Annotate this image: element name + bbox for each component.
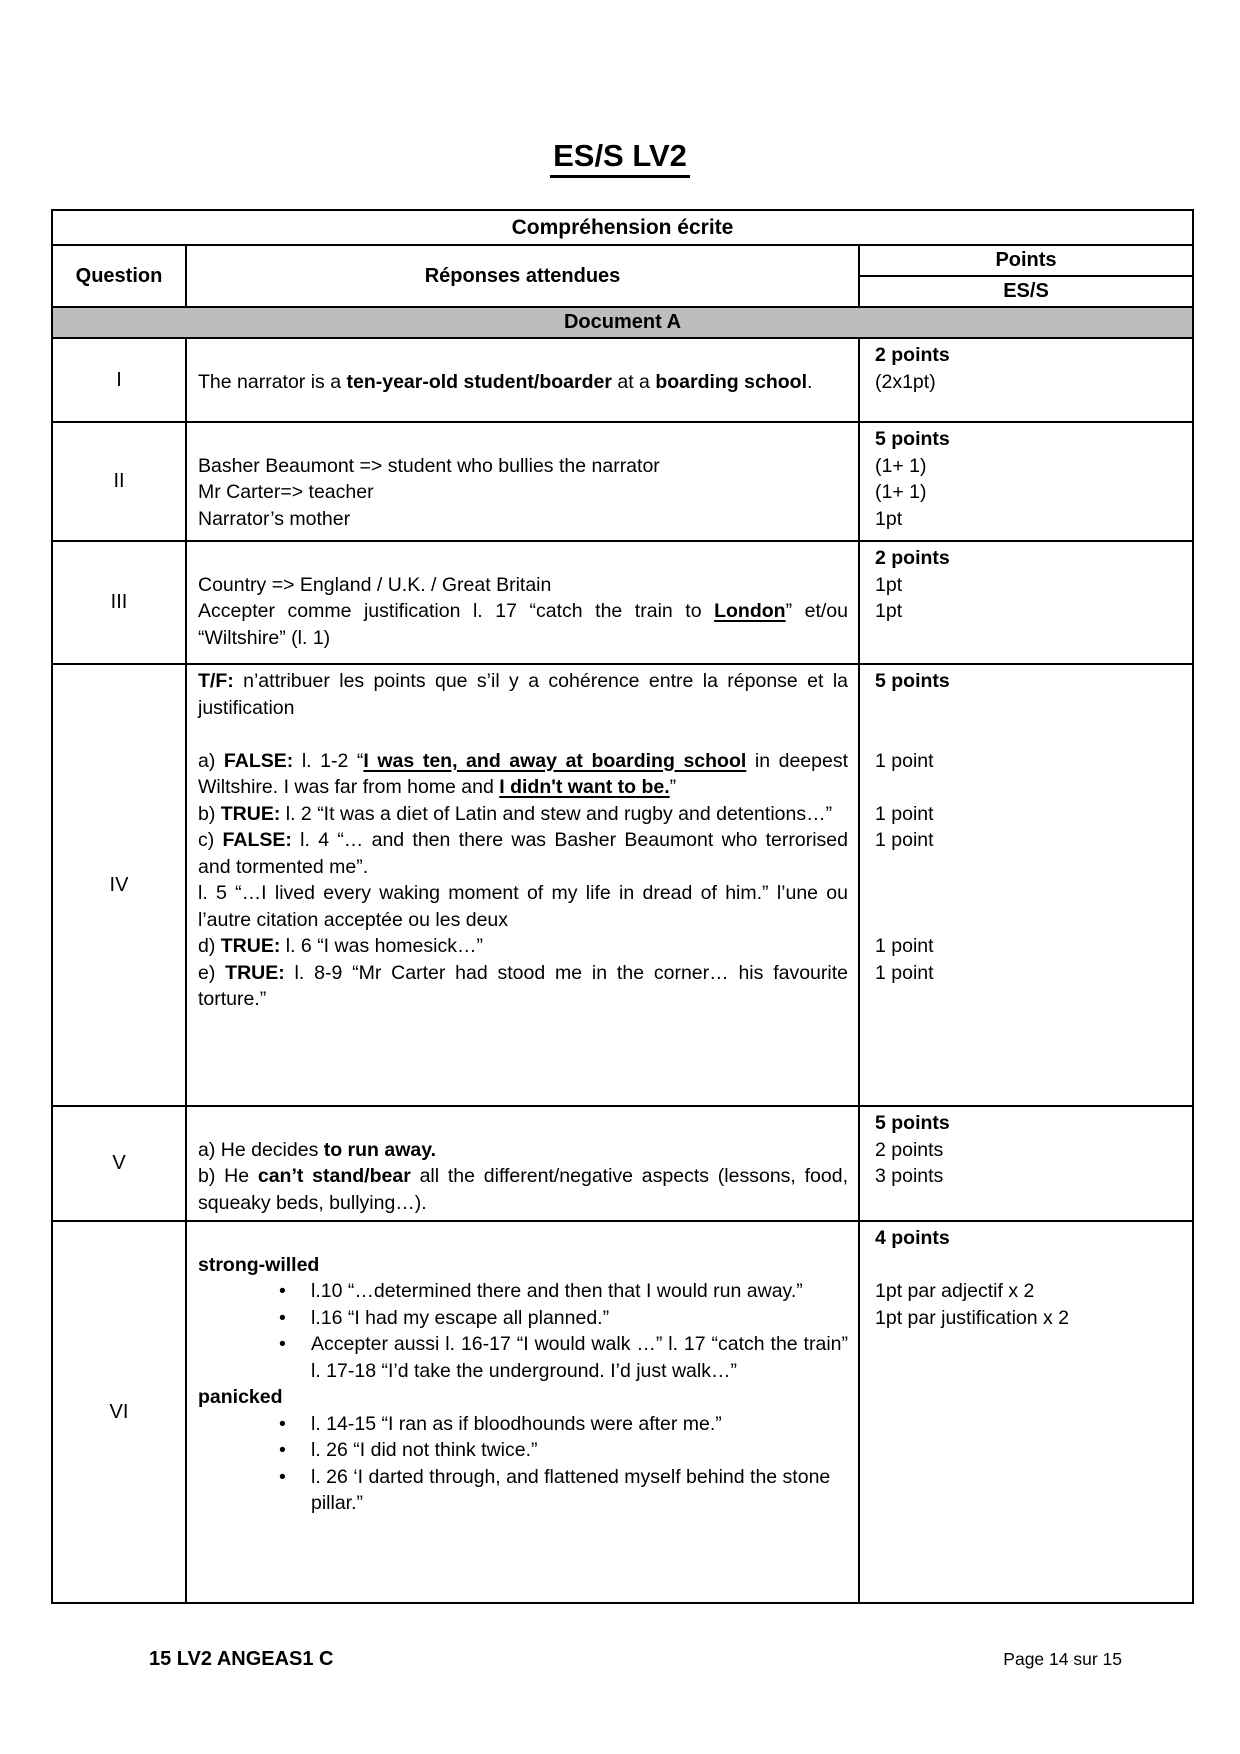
text-segment: l. 6 “I was homesick…” <box>280 935 483 957</box>
answer-text <box>187 1163 860 1216</box>
text-segment: all the different/negative aspects (lessons, food, squeaky beds, bullying…). <box>198 1165 848 1214</box>
text-segment: FALSE: <box>223 749 294 772</box>
points-spacer <box>860 1384 1192 1411</box>
answer-text <box>187 1252 860 1279</box>
column-header-points-sub: ES/S <box>1003 280 1049 302</box>
answer-text <box>187 668 860 721</box>
points-value: 1 point <box>875 829 934 851</box>
text-segment: The narrator is a <box>198 370 347 393</box>
points-value: 3 points <box>875 1165 944 1187</box>
points-value: 1pt <box>875 573 903 596</box>
text-segment: l. 2 “It was a diet of Latin and stew and rugby and detentions…” <box>280 802 833 825</box>
points-value: 1pt par justification x 2 <box>875 1306 1070 1329</box>
text-segment: l. 26 “I did not think twice.” <box>311 1439 538 1461</box>
table-column-headers <box>53 246 1192 308</box>
answer-text <box>187 933 860 960</box>
answer-line <box>187 827 1192 880</box>
question-number: III <box>53 542 187 663</box>
points-value: 5 points <box>875 670 950 692</box>
grading-table <box>51 209 1194 1604</box>
spacer-line <box>187 721 860 748</box>
spacer-line <box>187 1110 860 1137</box>
text-segment: l. 26 ‘I darted through, and flattened myself behind the stone pillar.” <box>311 1465 831 1514</box>
answer-line <box>187 960 1192 1013</box>
table-row <box>53 540 1192 663</box>
table-row <box>53 1105 1192 1220</box>
answer-text <box>187 369 860 396</box>
answer-bullet <box>187 1331 860 1384</box>
answer-line <box>187 1252 1192 1279</box>
answer-line <box>187 426 1192 453</box>
column-header-points-group <box>860 246 1192 306</box>
answer-line <box>187 1225 1192 1252</box>
text-segment: TRUE: <box>220 935 281 957</box>
table-section-header: Compréhension écrite <box>53 211 1192 246</box>
points-value: 1pt <box>875 507 903 530</box>
text-segment: TRUE: <box>225 961 285 984</box>
text-segment: c) <box>198 829 223 851</box>
column-header-question: Question <box>53 246 187 306</box>
text-segment: Country => England / U.K. / Great Britain <box>198 573 552 596</box>
table-row <box>53 663 1192 1105</box>
text-segment: b) He <box>198 1165 258 1187</box>
text-segment: l. 8-9 “Mr Carter had stood me in the corner… his favourite torture.” <box>198 961 848 1010</box>
points-value: 1 point <box>875 749 934 772</box>
text-segment: b) <box>198 802 221 825</box>
text-segment: n’attribuer les points que s’il y a cohérence entre la réponse et la justification <box>198 670 848 719</box>
points-value: 4 points <box>875 1227 950 1249</box>
question-number: II <box>53 423 187 540</box>
answer-bullet <box>187 1437 860 1464</box>
text-segment: TRUE: <box>220 802 281 825</box>
answer-line <box>187 880 1192 933</box>
answer-text <box>187 598 860 651</box>
answer-line <box>187 598 1192 651</box>
points-spacer <box>860 880 1192 933</box>
answer-bullet <box>187 1411 860 1438</box>
row-body <box>187 665 1192 1105</box>
answer-text <box>187 506 860 533</box>
question-number: IV <box>53 665 187 1105</box>
points-value: 1 point <box>875 961 934 984</box>
spacer-line <box>187 545 860 572</box>
column-header-points: Points <box>860 246 1192 277</box>
answer-line <box>187 1437 1192 1464</box>
points-value: 1pt par adjectif x 2 <box>875 1280 1035 1302</box>
text-segment: I was ten, and away at boarding school <box>363 749 747 772</box>
text-segment: boarding school <box>655 370 807 393</box>
answer-text <box>187 960 860 1013</box>
points-value: 2 points <box>875 1138 944 1161</box>
text-segment: T/F: <box>198 670 234 692</box>
text-segment: London <box>714 600 786 622</box>
spacer-line <box>187 1225 860 1252</box>
answer-line <box>187 453 1192 480</box>
answer-text <box>187 801 860 828</box>
points-value: 1 point <box>875 802 934 825</box>
row-body <box>187 1222 1192 1602</box>
points-value: (1+ 1) <box>875 481 927 503</box>
answer-line <box>187 668 1192 721</box>
answer-line <box>187 1384 1192 1411</box>
text-segment: ” et/ou “Wiltshire” (l. 1) <box>198 600 848 649</box>
question-number: V <box>53 1107 187 1220</box>
answer-line <box>187 933 1192 960</box>
answer-bullet <box>187 1464 860 1517</box>
document-a-band: Document A <box>53 308 1192 337</box>
points-spacer <box>860 721 1192 748</box>
text-segment: panicked <box>198 1386 283 1408</box>
text-segment: to run away. <box>323 1138 437 1161</box>
text-segment: l. 1-2 “ <box>293 749 364 772</box>
points-value: 2 points <box>875 547 950 569</box>
text-segment: a) He decides <box>198 1138 324 1161</box>
text-segment: FALSE: <box>222 829 292 851</box>
answer-text <box>187 827 860 880</box>
answer-bullet <box>187 1278 860 1305</box>
footer-document-code: 15 LV2 ANGEAS1 C <box>149 1648 334 1670</box>
answer-line <box>187 748 1192 801</box>
footer-page-number: Page 14 sur 15 <box>1003 1649 1122 1669</box>
question-number: I <box>53 339 187 421</box>
points-value: (2x1pt) <box>875 370 936 393</box>
page-title <box>0 138 1240 174</box>
points-value: 2 points <box>875 344 950 366</box>
text-segment: l.10 “…determined there and then that I would run away.” <box>311 1280 803 1302</box>
text-segment: . <box>806 370 813 393</box>
spacer-line <box>187 342 860 369</box>
row-body <box>187 1107 1192 1220</box>
answer-line <box>187 1137 1192 1164</box>
page-title-text: ES/S LV2 <box>550 138 690 178</box>
points-spacer <box>860 1252 1192 1279</box>
text-segment: Accepter aussi l. 16-17 “I would walk …” l. 17 “catch the train” l. 17-18 “I’d take the underground. I’d just walk…” <box>311 1333 848 1382</box>
text-segment: e) <box>198 961 226 984</box>
text-segment: d) <box>198 935 221 957</box>
table-row <box>53 337 1192 421</box>
points-value: (1+ 1) <box>875 454 927 477</box>
answer-text <box>187 479 860 506</box>
answer-bullet <box>187 1305 860 1332</box>
answer-line <box>187 545 1192 572</box>
points-value: 1pt <box>875 600 903 622</box>
spacer-line <box>187 426 860 453</box>
question-number: VI <box>53 1222 187 1602</box>
text-segment: ten-year-old student/boarder <box>346 370 612 393</box>
answer-line <box>187 1331 1192 1384</box>
answer-line <box>187 572 1192 599</box>
points-spacer <box>860 1437 1192 1464</box>
answer-line <box>187 721 1192 748</box>
answer-line <box>187 1464 1192 1517</box>
answer-text <box>187 1137 860 1164</box>
text-segment: a) <box>198 749 224 772</box>
points-value: 5 points <box>875 428 950 450</box>
text-segment: l.16 “I had my escape all planned.” <box>311 1306 610 1329</box>
text-segment: Basher Beaumont => student who bullies the narrator <box>198 454 660 477</box>
text-segment: strong-willed <box>198 1253 320 1276</box>
answer-text <box>187 1384 860 1411</box>
answer-line <box>187 1278 1192 1305</box>
answer-line <box>187 801 1192 828</box>
text-segment: ” <box>669 776 677 798</box>
text-segment: Accepter comme justification l. 17 “catch the train to <box>198 600 715 622</box>
answer-line <box>187 342 1192 369</box>
points-value: 5 points <box>875 1112 950 1134</box>
text-segment: at a <box>611 370 656 393</box>
text-segment: l. 14-15 “I ran as if bloodhounds were after me.” <box>311 1412 722 1435</box>
answer-text <box>187 572 860 599</box>
answer-line <box>187 506 1192 533</box>
points-spacer <box>860 1464 1192 1517</box>
text-segment: in deepest Wiltshire. I was far from home and <box>198 749 849 798</box>
text-segment: I didn't want to be. <box>499 776 670 798</box>
row-body <box>187 423 1192 540</box>
answer-text <box>187 880 860 933</box>
answer-line <box>187 1163 1192 1216</box>
answer-line <box>187 369 1192 396</box>
row-body <box>187 339 1192 421</box>
table-body <box>53 337 1192 1602</box>
column-header-responses: Réponses attendues <box>187 246 860 306</box>
points-spacer <box>860 1331 1192 1384</box>
text-segment: Narrator’s mother <box>198 507 351 530</box>
answer-line <box>187 1110 1192 1137</box>
text-segment: l. 5 “…I lived every waking moment of my life in dread of him.” l’une ou l’autre citation acceptée ou les deux <box>198 882 848 931</box>
table-row <box>53 1220 1192 1602</box>
page-footer <box>149 1648 1122 1671</box>
answer-line <box>187 1305 1192 1332</box>
text-segment: Mr Carter=> teacher <box>198 481 374 503</box>
points-spacer <box>860 1411 1192 1438</box>
answer-text <box>187 453 860 480</box>
answer-line <box>187 479 1192 506</box>
table-row <box>53 421 1192 540</box>
text-segment: l. 4 “… and then there was Basher Beaumont who terrorised and tormented me”. <box>198 829 848 878</box>
points-value: 1 point <box>875 935 934 957</box>
text-segment: can’t stand/bear <box>257 1165 411 1187</box>
answer-line <box>187 1411 1192 1438</box>
row-body <box>187 542 1192 663</box>
answer-text <box>187 748 860 801</box>
